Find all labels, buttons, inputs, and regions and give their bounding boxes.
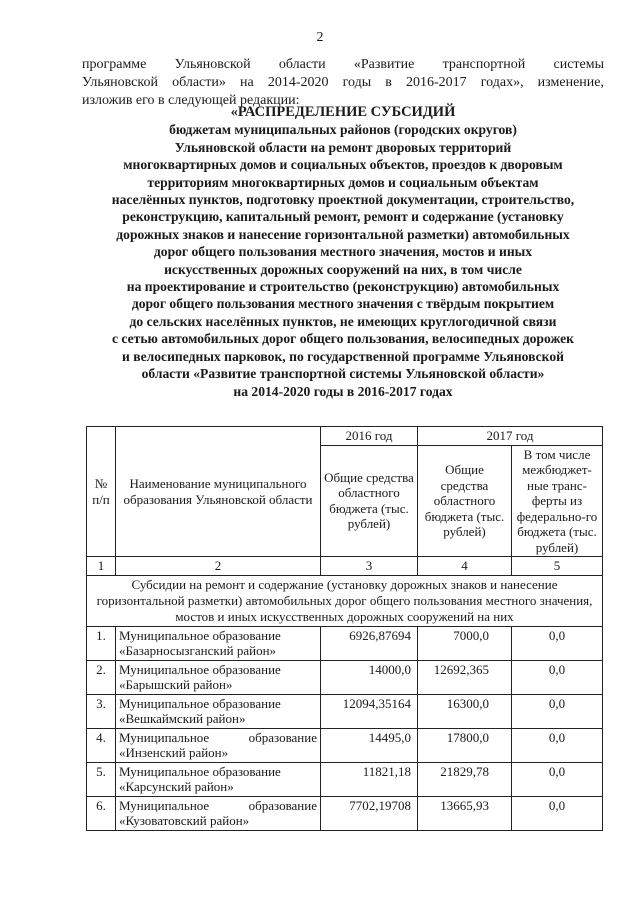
- value-2016: 11821,18: [321, 762, 418, 796]
- table-row: [87, 762, 603, 796]
- column-number: 4: [418, 557, 512, 576]
- heading-line: дорог общего пользования местного значения, мостов и иных: [153, 244, 533, 260]
- intro-line: программе Ульяновской области «Развитие транспортной системы: [82, 57, 604, 72]
- row-number: 6.: [87, 796, 116, 830]
- header-year-2016: 2016 год: [321, 427, 418, 446]
- value-federal: 0,0: [512, 762, 603, 796]
- value-2016: 14495,0: [321, 728, 418, 762]
- intro-line: изложив его в следующей редакции:: [82, 93, 300, 108]
- value-federal: 0,0: [512, 626, 603, 660]
- heading-line: реконструкцию, капитальный ремонт, ремонт и содержание (установку: [122, 209, 564, 225]
- heading-line: области «Развитие транспортной системы Ульяновской области»: [141, 366, 545, 382]
- table-row: [87, 796, 603, 830]
- value-2016: 14000,0: [321, 660, 418, 694]
- intro-paragraph: [82, 56, 604, 110]
- value-2016: 7702,19708: [321, 796, 418, 830]
- value-2017: 7000,0: [418, 626, 512, 660]
- column-number: 1: [87, 557, 116, 576]
- header-year-2017: 2017 год: [418, 427, 603, 446]
- heading-line: с сетью автомобильных дорог общего пользования, велосипедных дорожек: [111, 331, 574, 347]
- municipality-name: Муниципальное образование «Вешкаймский район»: [116, 694, 321, 728]
- heading-line: «РАСПРЕДЕЛЕНИЕ СУБСИДИЙ: [230, 104, 456, 120]
- column-number: 3: [321, 557, 418, 576]
- row-number: 3.: [87, 694, 116, 728]
- value-federal: 0,0: [512, 796, 603, 830]
- heading-line: на 2014-2020 годы в 2016-2017 годах: [233, 383, 453, 399]
- value-federal: 0,0: [512, 694, 603, 728]
- municipality-name: Муниципальное образование «Барышский район»: [116, 660, 321, 694]
- header-funds-2017: Общие средства областного бюджета (тыс. рублей): [418, 445, 512, 557]
- heading-line: дорожных знаков и нанесение горизонтальной разметки) автомобильных: [116, 226, 570, 242]
- value-2017: 17800,0: [418, 728, 512, 762]
- header-num-line: №: [94, 476, 108, 491]
- municipality-name: Муниципальное образование «Кузоватовский район»: [116, 796, 321, 830]
- header-federal-transfers: В том числе межбюджет-ные транс-ферты из федерально-го бюджета (тыс. рублей): [512, 445, 603, 557]
- value-2016: 12094,35164: [321, 694, 418, 728]
- municipality-name: Муниципальное образование «Базарносызганский район»: [116, 626, 321, 660]
- header-funds-2016: Общие средства областного бюджета (тыс. рублей): [321, 445, 418, 557]
- header-name: Наименование муниципального образования Ульяновской области: [116, 427, 321, 557]
- value-2017: 13665,93: [418, 796, 512, 830]
- header-num: [87, 427, 116, 557]
- heading-line: территориям многоквартирных домов и социальным объектам: [147, 174, 539, 190]
- heading-line: многоквартирных домов и социальных объектов, проездов к дворовым: [123, 157, 563, 173]
- table-row: [87, 626, 603, 660]
- page-number: 2: [316, 30, 324, 45]
- value-2016: 6926,87694: [321, 626, 418, 660]
- column-number: 2: [116, 557, 321, 576]
- section-row: [87, 575, 603, 626]
- value-federal: 0,0: [512, 660, 603, 694]
- header-row-years: [87, 427, 603, 446]
- table-row: [87, 728, 603, 762]
- value-federal: 0,0: [512, 728, 603, 762]
- section-title: Субсидии на ремонт и содержание (установку дорожных знаков и нанесение горизонтальной разметки) автомобильных дорог общего пользования местного значения, мостов и иных искусственных дорожных сооружений на них: [87, 575, 603, 626]
- row-number: 1.: [87, 626, 116, 660]
- table-row: [87, 660, 603, 694]
- table-row: [87, 694, 603, 728]
- document-heading: [72, 104, 614, 400]
- heading-line: и велосипедных парковок, по государственной программе Ульяновской: [122, 348, 564, 364]
- heading-line: искусственных дорожных сооружений на них, в том числе: [164, 261, 522, 277]
- row-number: 5.: [87, 762, 116, 796]
- subsidies-table: [86, 426, 603, 831]
- header-num-line: п/п: [92, 491, 110, 507]
- value-2017: 21829,78: [418, 762, 512, 796]
- heading-line: Ульяновской области на ремонт дворовых территорий: [174, 139, 512, 155]
- municipality-name: Муниципальное образование «Инзенский район»: [116, 728, 321, 762]
- heading-line: до сельских населённых пунктов, не имеющих круглогодичной связи: [129, 313, 557, 329]
- column-numbers-row: [87, 557, 603, 576]
- value-2017: 12692,365: [418, 660, 512, 694]
- heading-line: на проектирование и строительство (реконструкцию) автомобильных: [126, 279, 560, 295]
- intro-line: Ульяновской области» на 2014-2020 годы в 2016-2017 годах», изменение,: [82, 75, 604, 90]
- municipality-name: Муниципальное образование «Карсунский район»: [116, 762, 321, 796]
- row-number: 4.: [87, 728, 116, 762]
- heading-line: бюджетам муниципальных районов (городских округов): [169, 122, 517, 138]
- value-2017: 16300,0: [418, 694, 512, 728]
- column-number: 5: [512, 557, 603, 576]
- heading-line: дорог общего пользования местного значения с твёрдым покрытием: [131, 296, 555, 312]
- heading-line: населённых пунктов, подготовку проектной документации, строительство,: [111, 192, 575, 208]
- row-number: 2.: [87, 660, 116, 694]
